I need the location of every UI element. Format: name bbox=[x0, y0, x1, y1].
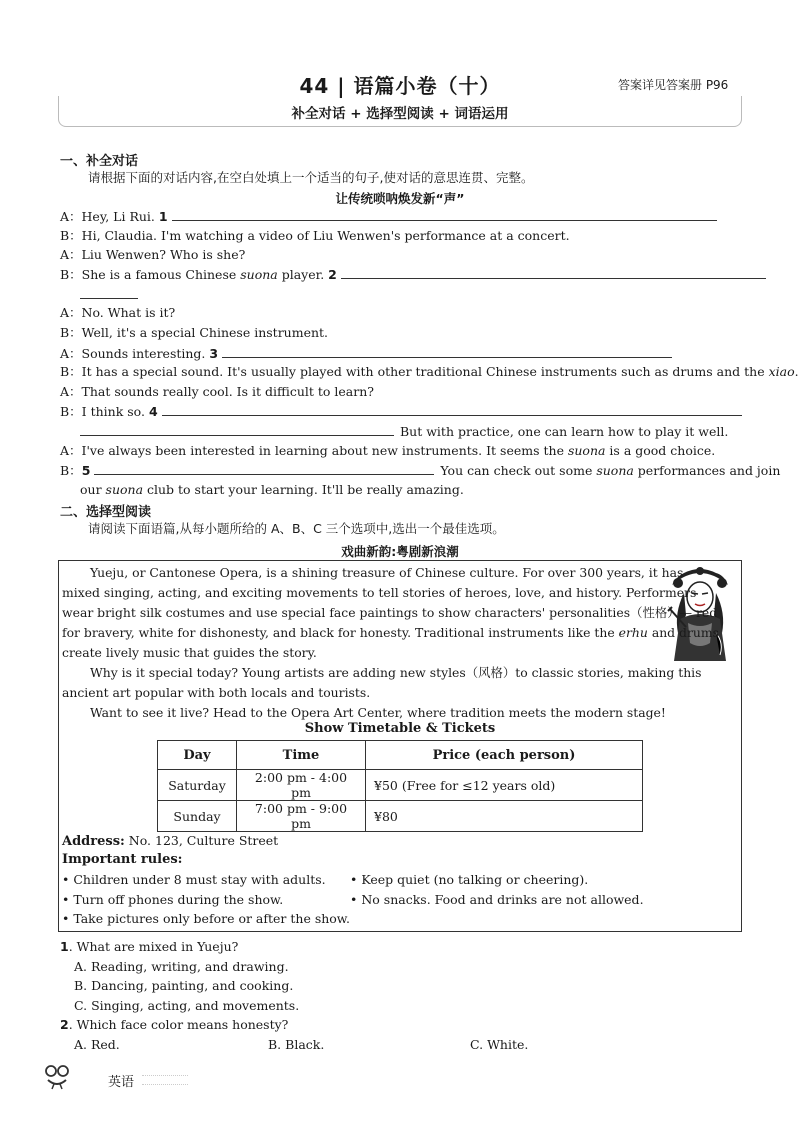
question-1 bbox=[60, 939, 238, 955]
section1-heading: 一、补全对话 bbox=[60, 154, 139, 169]
footer-subject: 英语 bbox=[108, 1075, 135, 1090]
answer-blank-2a[interactable] bbox=[341, 266, 766, 279]
dialogue-line-2: B：Hi, Claudia. I'm watching a video of Liu Wenwen's performance at a concert. bbox=[60, 228, 570, 243]
show-timetable bbox=[157, 740, 643, 832]
passage-line-8: Want to see it live? Head to the Opera Art Center, where tradition meets the modern stage! bbox=[90, 705, 666, 720]
rule-item: • Turn off phones during the show. bbox=[62, 892, 284, 907]
table-header-row bbox=[158, 741, 643, 770]
answer-blank-3[interactable] bbox=[222, 345, 672, 358]
table-row bbox=[158, 801, 643, 832]
passage-line-6: Why is it special today? Young artists are adding new styles（风格）to classic stories, making this bbox=[90, 665, 702, 680]
footer-decoration bbox=[142, 1075, 188, 1085]
title-divider: | bbox=[337, 74, 354, 98]
question-2 bbox=[60, 1017, 288, 1033]
passage-line-5: create lively music that guides the story. bbox=[62, 645, 317, 660]
question-number: 2 bbox=[60, 1017, 69, 1032]
dialogue-line-10: B：I think so. 4 bbox=[60, 403, 742, 420]
question-1-option-c[interactable]: C. Singing, acting, and movements. bbox=[74, 998, 300, 1013]
table-title: Show Timetable & Tickets bbox=[304, 721, 496, 736]
dialogue-line-3: A：Liu Wenwen? Who is she? bbox=[60, 247, 246, 262]
passage-line-1: Yueju, or Cantonese Opera, is a shining treasure of Chinese culture. For over 300 years, it has bbox=[90, 565, 684, 580]
passage-line-4: for bravery, white for dishonesty, and black for honesty. Traditional instruments like the erhu and drums bbox=[62, 625, 719, 640]
answer-blank-1[interactable] bbox=[172, 208, 717, 221]
rule-item: • Take pictures only before or after the show. bbox=[62, 911, 351, 926]
passage-line-3: wear bright silk costumes and use special face paintings to show characters' personalities（性格）— red bbox=[62, 605, 718, 620]
table-header-time: Time bbox=[237, 741, 366, 770]
address bbox=[62, 833, 278, 850]
section2-heading: 二、选择型阅读 bbox=[60, 505, 152, 520]
table-cell-time: 7:00 pm - 9:00 pm bbox=[237, 801, 366, 832]
unit-number: 44 bbox=[299, 74, 330, 98]
table-cell-price: ¥50 (Free for ≤12 years old) bbox=[366, 770, 643, 801]
table-row bbox=[158, 770, 643, 801]
dialogue-line-9: A：That sounds really cool. Is it difficult to learn? bbox=[60, 384, 374, 399]
passage-line-7: ancient art popular with both locals and tourists. bbox=[62, 685, 371, 700]
passage-line-2: mixed singing, acting, and exciting movements to tell stories of heroes, love, and history. Performers bbox=[62, 585, 697, 600]
question-text: . What are mixed in Yueju? bbox=[68, 939, 239, 954]
dialogue-line-8: B：It has a special sound. It's usually played with other traditional Chinese instruments such as drums and the xiao. bbox=[60, 364, 799, 379]
blank-number-3: 3 bbox=[209, 346, 219, 361]
dialogue-line-11: But with practice, one can learn how to play it well. bbox=[80, 423, 728, 440]
dialogue-line-4: B：She is a famous Chinese suona player. 2 bbox=[60, 266, 766, 283]
publisher-logo-icon bbox=[44, 1064, 70, 1090]
table-header-price: Price (each person) bbox=[366, 741, 643, 770]
dialogue-line-13: B：5 You can check out some suona performances and join bbox=[60, 463, 781, 478]
question-2-option-a[interactable]: A. Red. bbox=[74, 1037, 120, 1052]
dialogue-line-7: A：Sounds interesting. 3 bbox=[60, 345, 672, 362]
dialogue-line-5: A：No. What is it? bbox=[60, 305, 176, 320]
dialogue-line-6: B：Well, it's a special Chinese instrument. bbox=[60, 325, 329, 340]
blank-number-4: 4 bbox=[148, 404, 158, 419]
unit-name: 语篇小卷（十） bbox=[353, 74, 501, 98]
question-2-option-b[interactable]: B. Black. bbox=[268, 1037, 325, 1052]
rule-item: • No snacks. Food and drinks are not allowed. bbox=[350, 892, 644, 907]
question-text: . Which face color means honesty? bbox=[68, 1017, 289, 1032]
passage-title: 戏曲新韵:粤剧新浪潮 bbox=[341, 544, 459, 559]
table-cell-price: ¥80 bbox=[366, 801, 643, 832]
rule-item: • Keep quiet (no talking or cheering). bbox=[350, 872, 589, 887]
dialogue-line-14: our suona club to start your learning. It'll be really amazing. bbox=[80, 482, 464, 497]
blank-number-2: 2 bbox=[328, 267, 337, 282]
question-number: 1 bbox=[60, 939, 69, 954]
table-header-day: Day bbox=[158, 741, 237, 770]
address-value: No. 123, Culture Street bbox=[124, 833, 279, 848]
answer-blank-4a[interactable] bbox=[162, 403, 742, 416]
answer-blank-2b[interactable] bbox=[80, 286, 138, 299]
table-cell-day: Sunday bbox=[158, 801, 237, 832]
question-1-option-a[interactable]: A. Reading, writing, and drawing. bbox=[74, 959, 289, 974]
blank-number-1: 1 bbox=[158, 209, 168, 224]
dialogue-title: 让传统唢呐焕发新“声” bbox=[335, 191, 465, 206]
dialogue-line-1: A：Hey, Li Rui. 1 bbox=[60, 208, 717, 225]
address-label: Address: bbox=[62, 834, 125, 849]
table-cell-time: 2:00 pm - 4:00 pm bbox=[237, 770, 366, 801]
subtitle: 补全对话 + 选择型阅读 + 词语运用 bbox=[291, 106, 509, 122]
section2-instruction: 请阅读下面语篇,从每小题所给的 A、B、C 三个选项中,选出一个最佳选项。 bbox=[88, 521, 505, 536]
answer-blank-5[interactable] bbox=[94, 462, 434, 475]
dialogue-line-12: A：I've always been interested in learning about new instruments. It seems the suona is a good choice. bbox=[60, 443, 716, 458]
answer-blank-4b[interactable] bbox=[80, 423, 394, 436]
table-cell-day: Saturday bbox=[158, 770, 237, 801]
question-1-option-b[interactable]: B. Dancing, painting, and cooking. bbox=[74, 978, 294, 993]
question-2-option-c[interactable]: C. White. bbox=[470, 1037, 529, 1052]
rule-item: • Children under 8 must stay with adults. bbox=[62, 872, 326, 887]
answer-reference: 答案详见答案册 P96 bbox=[618, 78, 729, 92]
section1-instruction: 请根据下面的对话内容,在空白处填上一个适当的句子,使对话的意思连贯、完整。 bbox=[88, 170, 534, 185]
blank-number-5: 5 bbox=[81, 463, 91, 478]
rules-label: Important rules: bbox=[62, 852, 183, 867]
